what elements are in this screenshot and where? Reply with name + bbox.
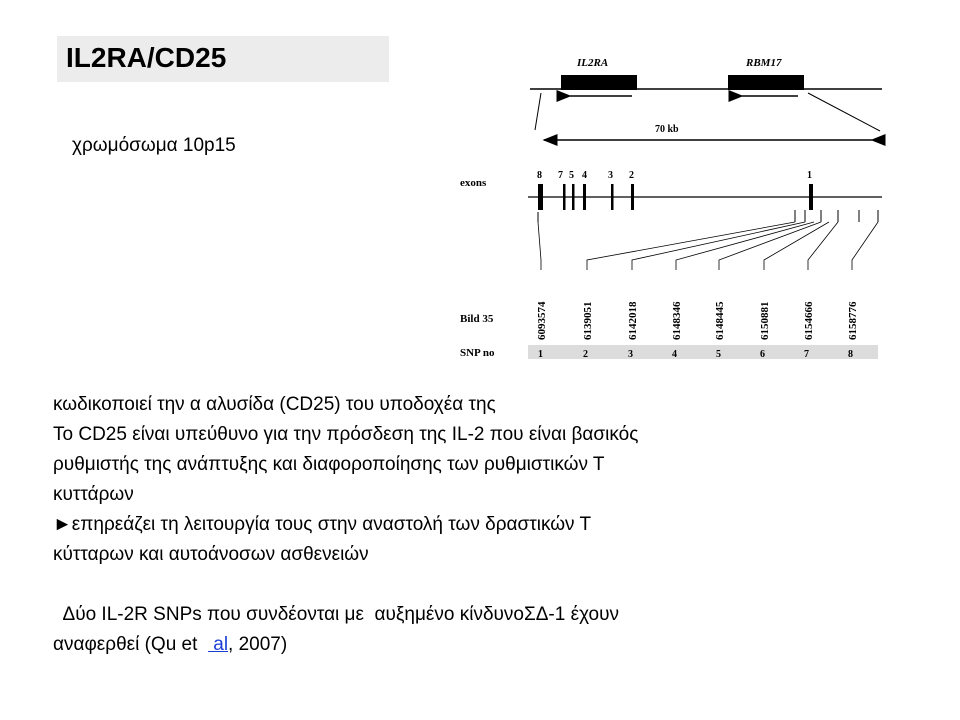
text-line: κωδικοποιεί την α αλυσίδα (CD25) του υποδοχέα της: [53, 394, 496, 415]
snp-ticks: [538, 210, 878, 222]
zoom-line-left: [535, 93, 541, 130]
snp-number: 7: [804, 349, 809, 360]
text-line: κυττάρων: [53, 484, 134, 505]
snp-position-label: 6148346: [671, 301, 683, 340]
exon-8: [538, 184, 543, 210]
chromosome-location: χρωμόσωμα 10p15: [72, 135, 236, 156]
page-title: IL2RA/CD25: [66, 42, 227, 73]
snp-number: 6: [760, 349, 765, 360]
snp-row-label: SNP no: [460, 347, 495, 359]
span-label: 70 kb: [655, 124, 679, 135]
rbm17-gene-label: RBM17: [746, 57, 782, 69]
citation-line: [53, 630, 853, 660]
snp-number: 3: [628, 349, 633, 360]
zoom-line-right: [808, 93, 880, 131]
exon-number: 8: [537, 170, 542, 181]
exon-4: [583, 184, 586, 210]
exon-3: [611, 184, 614, 210]
description-text: [53, 390, 853, 660]
text-line: ρυθμιστής της ανάπτυξης και διαφοροποίησης των ρυθμιστικών Τ: [53, 454, 605, 475]
exon-number: 3: [608, 170, 613, 181]
exon-number: 4: [582, 170, 587, 181]
snp-position-label: 6154666: [803, 301, 815, 340]
snp-position-label: 6148445: [714, 301, 726, 340]
text-line: ►επηρεάζει τη λειτουργία τους στην αναστολή των δραστικών Τ: [53, 514, 592, 535]
exons-label: exons: [460, 177, 487, 189]
snp-position-label: 6139051: [582, 301, 594, 340]
exon-7: [563, 184, 566, 210]
text-line: Το CD25 είναι υπεύθυνο για την πρόσδεση της IL-2 που είναι βασικός: [53, 424, 639, 445]
snp-number: 2: [583, 349, 588, 360]
exon-5: [572, 184, 575, 210]
il2ra-gene-block: [561, 75, 637, 90]
citation-prefix: αναφερθεί (Qu et: [53, 634, 208, 655]
snp-position-label: 6158776: [847, 301, 859, 340]
text-line: κύτταρων και αυτοάνοσων ασθενειών: [53, 544, 369, 565]
snp-number: 5: [716, 349, 721, 360]
exon-number: 1: [807, 170, 812, 181]
snp-position-label: 6150881: [759, 301, 771, 340]
exon-number: 5: [569, 170, 574, 181]
il2ra-gene-label: IL2RA: [577, 57, 609, 69]
snp-number: 4: [672, 349, 677, 360]
snp-position-label: 6142018: [627, 301, 639, 340]
exon-number: 7: [558, 170, 563, 181]
bild-row-label: Bild 35: [460, 313, 494, 325]
citation-link[interactable]: al: [207, 634, 229, 655]
exon-number: 2: [629, 170, 634, 181]
exon-1: [809, 184, 813, 210]
rbm17-gene-block: [728, 75, 804, 90]
exon-2: [631, 184, 634, 210]
snp-number-band: [528, 345, 878, 359]
snp-number: 1: [538, 349, 543, 360]
citation-suffix: , 2007): [228, 634, 288, 655]
snp-number: 8: [848, 349, 853, 360]
text-line: Δύο IL-2R SNPs που συνδέονται με αυξημένο κίνδυνοΣΔ-1 έχουν: [53, 604, 619, 625]
snp-position-label: 6093574: [536, 301, 548, 340]
snp-connector-lines: [538, 222, 878, 270]
